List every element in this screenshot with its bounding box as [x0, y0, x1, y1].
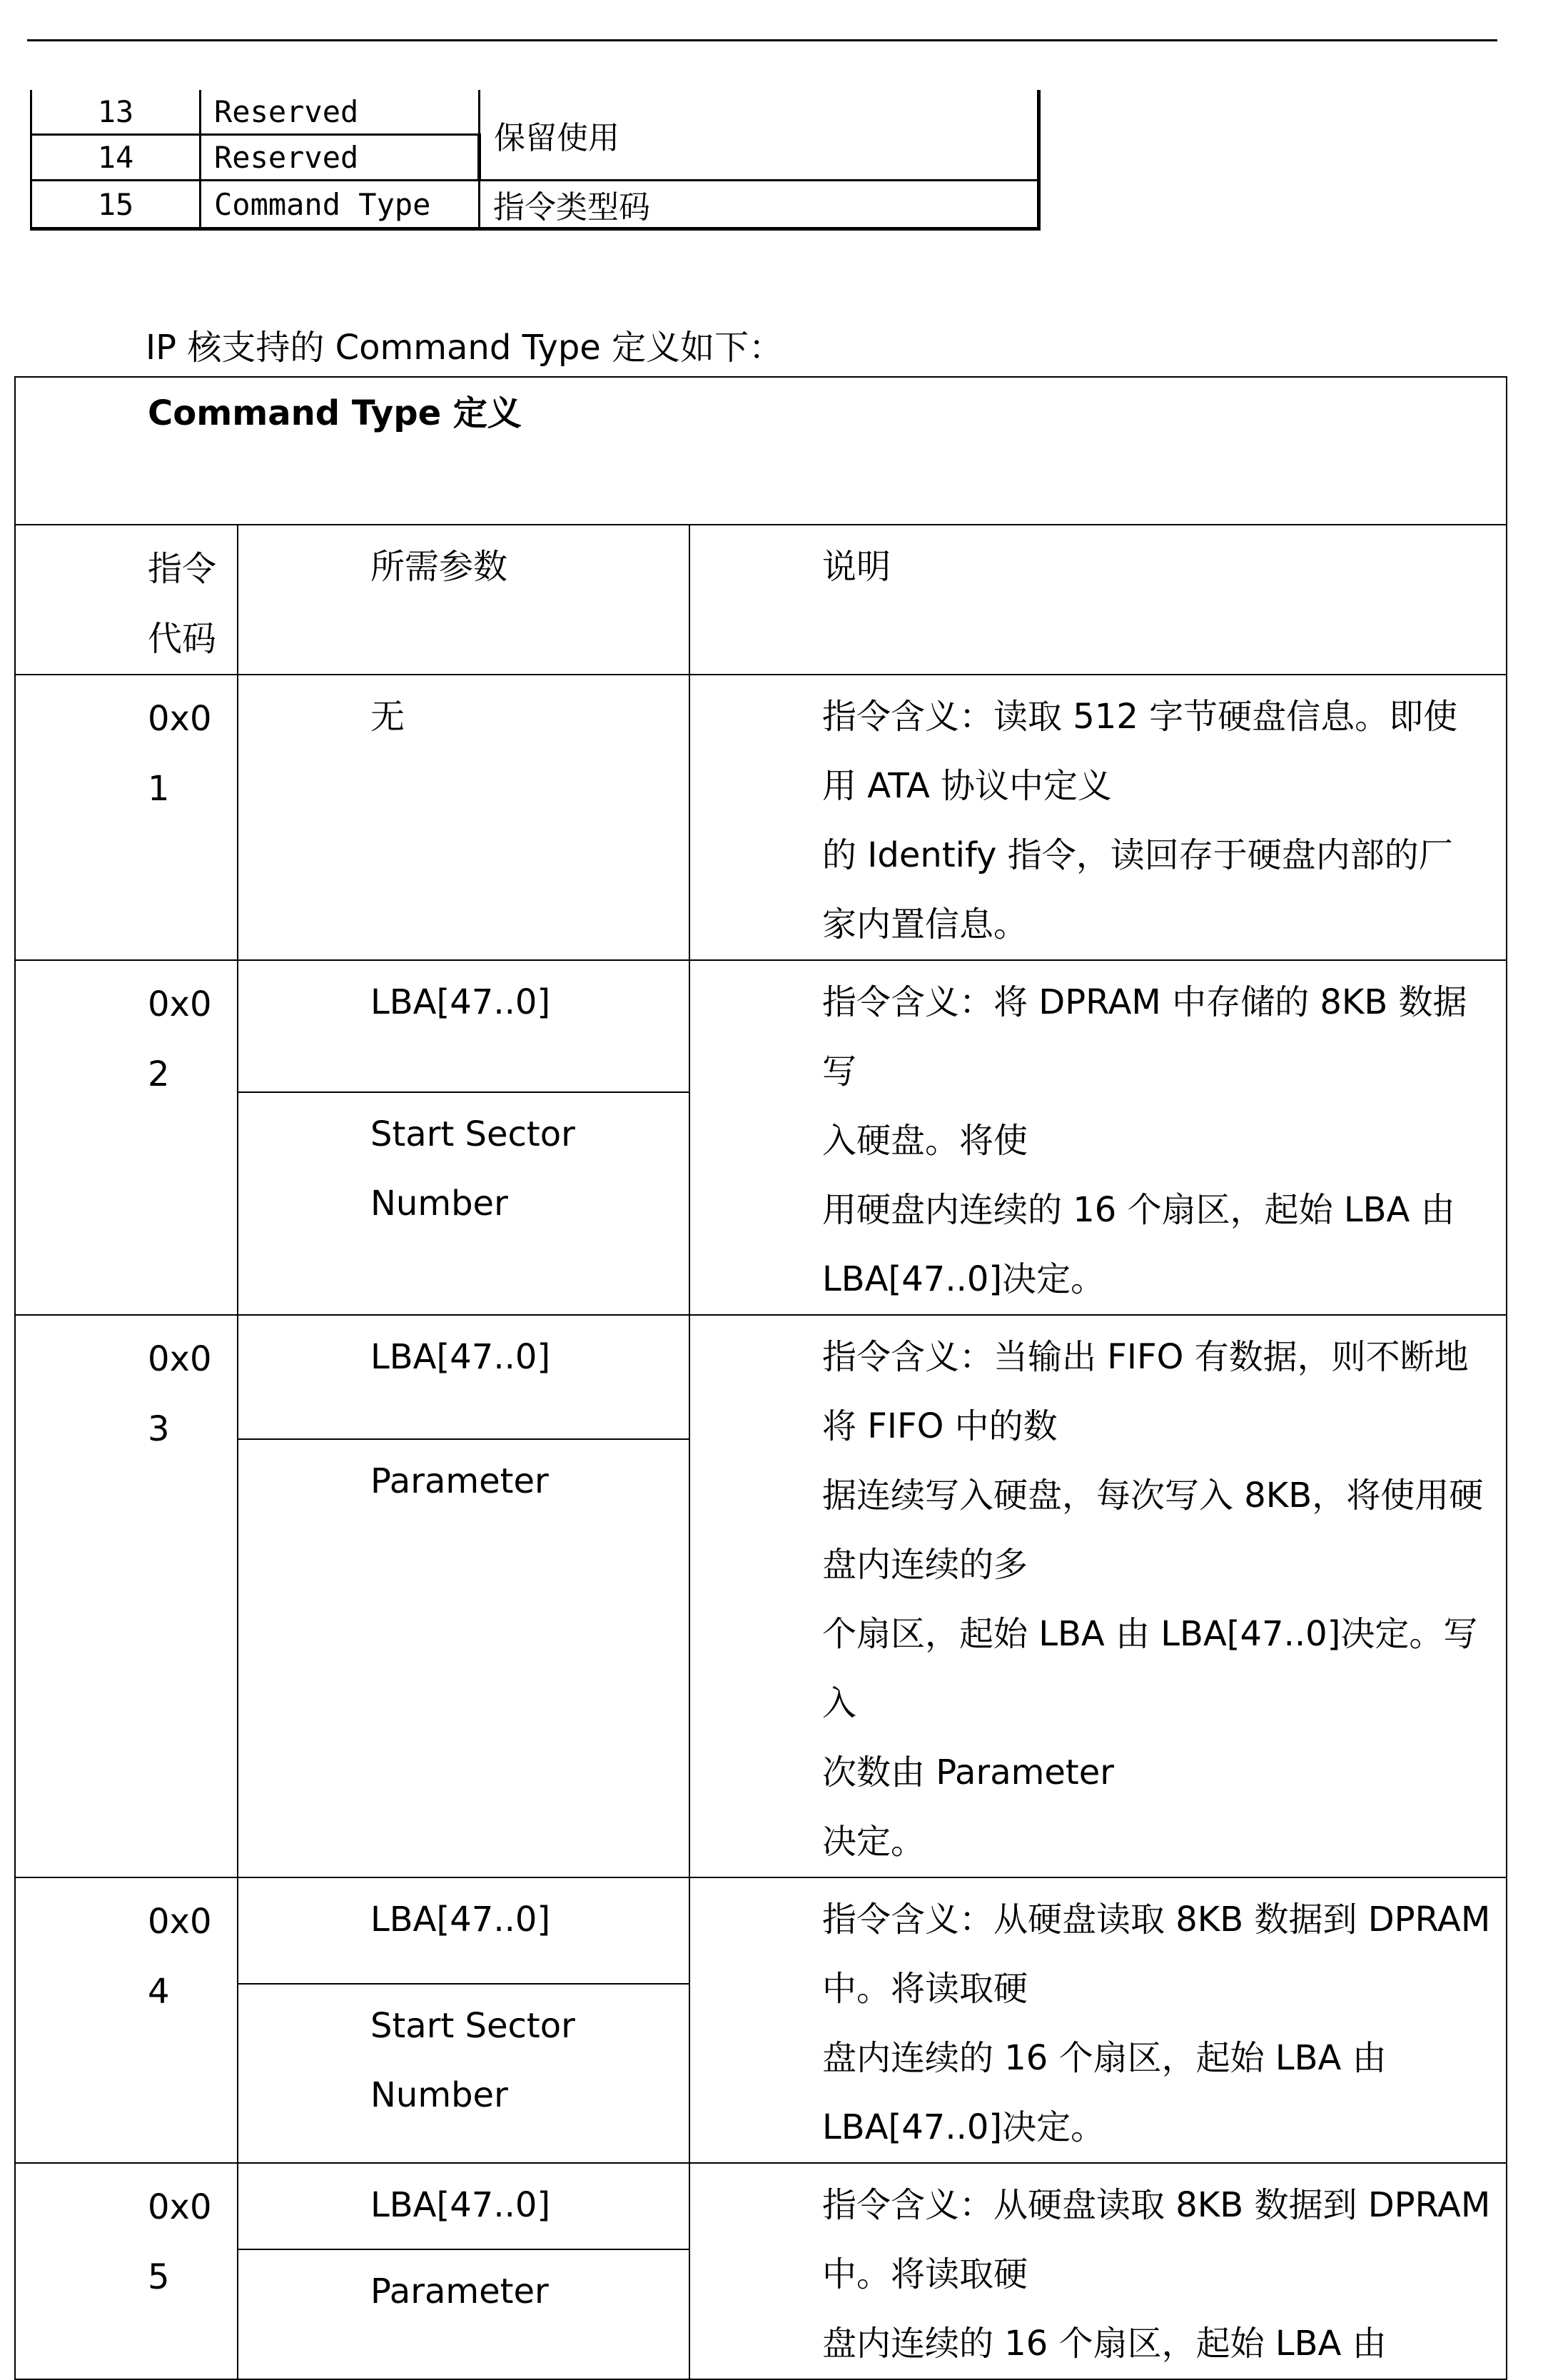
command-description — [689, 2163, 1507, 2379]
table-title-row — [15, 377, 1507, 525]
desc-line: 指令含义：将 DPRAM 中存储的 8KB 数据写 — [822, 982, 1467, 1091]
param-lba: LBA[47..0] — [238, 960, 689, 1092]
bit-number: 14 — [31, 135, 201, 181]
header-desc: 说明 — [689, 525, 1507, 675]
table-row — [31, 181, 1039, 229]
table-row — [15, 675, 1507, 960]
code-line: 3 — [148, 1409, 170, 1449]
command-code — [15, 1315, 238, 1877]
desc-line: 次数由 Parameter — [822, 1753, 1114, 1792]
code-line: 2 — [148, 1054, 170, 1094]
code-line: 5 — [148, 2257, 170, 2297]
code-line: 0x0 — [148, 699, 212, 739]
param-lba: LBA[47..0] — [238, 1877, 689, 1984]
desc-line: 盘内连续的多 — [822, 1545, 1028, 1585]
register-table — [30, 90, 1041, 231]
desc-line: 中。将读取硬 — [822, 2254, 1028, 2294]
desc-line: LBA[47..0]决定。 — [822, 2107, 1106, 2147]
command-code — [15, 960, 238, 1315]
bit-number: 15 — [31, 181, 201, 229]
header-code-line: 指令 — [148, 549, 217, 589]
header-code-line: 代码 — [148, 619, 217, 659]
desc-line: 用 ATA 协议中定义 — [822, 766, 1113, 806]
param-lba: LBA[47..0] — [238, 1315, 689, 1439]
desc-line: 个扇区，起始 LBA 由 LBA[47..0]决定。写入 — [822, 1614, 1478, 1723]
desc-line: 用硬盘内连续的 16 个扇区，起始 LBA 由 — [822, 1190, 1455, 1230]
field-description: 指令类型码 — [480, 181, 1039, 229]
header-row — [15, 525, 1507, 675]
code-line: 0x0 — [148, 1339, 212, 1379]
command-params: 无 — [238, 675, 689, 960]
desc-line: 的 Identify 指令，读回存于硬盘内部的厂 — [822, 835, 1453, 875]
code-line: 0x0 — [148, 2187, 212, 2227]
param-start-sector: Start Sector Number — [238, 1092, 689, 1315]
code-line: 1 — [148, 769, 170, 809]
desc-line: 指令含义：从硬盘读取 8KB 数据到 DPRAM — [822, 1900, 1491, 1940]
table-row — [15, 1877, 1507, 1984]
param-parameter: Parameter — [238, 2249, 689, 2379]
desc-line: 中。将读取硬 — [822, 1969, 1028, 2009]
table-row — [15, 2163, 1507, 2249]
command-code — [15, 1877, 238, 2163]
command-description — [689, 1315, 1507, 1877]
table-row — [15, 1315, 1507, 1439]
table-row — [31, 90, 1039, 135]
param-start-sector: Start Sector Number — [238, 1984, 689, 2163]
field-name: Reserved — [201, 135, 480, 181]
desc-line: 决定。 — [822, 1822, 926, 1862]
param-parameter: Parameter — [238, 1439, 689, 1877]
code-line: 0x0 — [148, 1902, 212, 1942]
desc-line: 家内置信息。 — [822, 904, 1028, 944]
desc-line: 盘内连续的 16 个扇区，起始 LBA 由 — [822, 2324, 1387, 2364]
desc-line: 指令含义：从硬盘读取 8KB 数据到 DPRAM — [822, 2185, 1491, 2225]
code-line: 0x0 — [148, 984, 212, 1024]
command-code — [15, 2163, 238, 2379]
param-lba: LBA[47..0] — [238, 2163, 689, 2249]
command-description — [689, 1877, 1507, 2163]
table-title: Command Type 定义 — [15, 377, 1507, 525]
field-description: 保留使用 — [480, 90, 1039, 181]
desc-line: LBA[47..0]决定。 — [822, 1259, 1106, 1299]
bit-number: 13 — [31, 90, 201, 135]
desc-line: 盘内连续的 16 个扇区，起始 LBA 由 — [822, 2038, 1387, 2078]
desc-line: 将 FIFO 中的数 — [822, 1406, 1058, 1446]
desc-line: 入硬盘。将使 — [822, 1121, 1028, 1161]
command-type-table — [14, 376, 1507, 2380]
code-line: 4 — [148, 1972, 170, 2012]
desc-line: 指令含义：读取 512 字节硬盘信息。即使 — [822, 697, 1458, 737]
desc-line: 据连续写入硬盘，每次写入 8KB，将使用硬 — [822, 1476, 1484, 1516]
command-description — [689, 675, 1507, 960]
command-code — [15, 675, 238, 960]
field-name: Reserved — [201, 90, 480, 135]
header-rule — [27, 39, 1497, 41]
desc-line: 指令含义：当输出 FIFO 有数据，则不断地 — [822, 1337, 1469, 1377]
header-params: 所需参数 — [238, 525, 689, 675]
command-description — [689, 960, 1507, 1315]
table-row — [15, 960, 1507, 1092]
field-name: Command Type — [201, 181, 480, 229]
header-code — [15, 525, 238, 675]
intro-paragraph: IP 核支持的 Command Type 定义如下： — [146, 328, 784, 368]
